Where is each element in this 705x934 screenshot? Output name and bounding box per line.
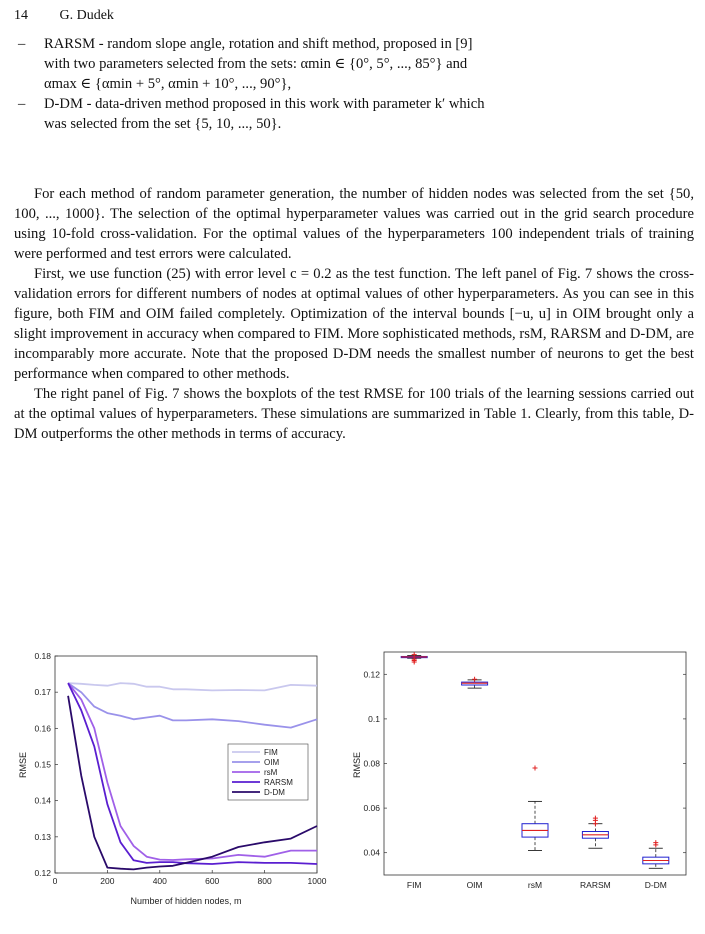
running-author: G. Dudek bbox=[59, 8, 114, 23]
y-tick-label: 0.08 bbox=[363, 758, 380, 769]
bullet-line: was selected from the set {5, 10, ..., 50}. bbox=[44, 116, 282, 132]
y-tick-label: 0.1 bbox=[368, 713, 380, 724]
running-header bbox=[14, 8, 114, 24]
body-text bbox=[14, 184, 694, 444]
y-tick-label: 0.06 bbox=[363, 803, 380, 814]
paragraph: The right panel of Fig. 7 shows the boxplots of the test RMSE for 100 trials of the learning sessions carried out at the optimal values of hyperparameters. These simulations are summarized in Table 1. Clearly, from this table, D-DM outperforms the other methods in terms of accuracy. bbox=[14, 386, 694, 442]
x-tick-label: 800 bbox=[257, 876, 272, 886]
y-tick-label: 0.15 bbox=[34, 759, 51, 770]
bullet-rarsm: – RARSM - random slope angle, rotation and shift method, proposed in [9] with two parameters selected from the sets: αmin ∈ {0°, 5°, ..., 85°} and αmax ∈ {αmin + 5°, αmin + 10°, ..., 90°}, bbox=[14, 34, 694, 94]
bullet-list bbox=[14, 34, 694, 134]
y-tick-label: 0.12 bbox=[34, 868, 51, 878]
legend-label: FIM bbox=[264, 748, 278, 757]
y-tick-label: 0.14 bbox=[34, 795, 51, 806]
x-tick-label: OIM bbox=[466, 880, 483, 890]
rmse-boxplot-chart bbox=[346, 650, 696, 900]
y-tick-label: 0.04 bbox=[363, 847, 380, 858]
y-tick-label: 0.12 bbox=[363, 669, 380, 680]
x-tick-label: 1000 bbox=[307, 876, 327, 886]
bullet-line: D-DM - data-driven method proposed in this work with parameter k′ which bbox=[44, 96, 485, 112]
bullet-line: RARSM - random slope angle, rotation and shift method, proposed in [9] bbox=[44, 36, 473, 52]
x-tick-label: 200 bbox=[100, 876, 115, 886]
y-tick-label: 0.18 bbox=[34, 651, 51, 661]
legend-label: RARSM bbox=[264, 778, 293, 787]
y-axis-label: RMSE bbox=[18, 751, 28, 779]
bullet-line: αmax ∈ {αmin + 5°, αmin + 10°, ..., 90°}, bbox=[44, 76, 292, 92]
legend-label: OIM bbox=[264, 758, 280, 767]
y-tick-label: 0.13 bbox=[34, 831, 51, 842]
plot-area bbox=[384, 652, 686, 875]
page-number: 14 bbox=[14, 8, 28, 23]
x-tick-label: 400 bbox=[152, 876, 167, 886]
x-axis-label: Number of hidden nodes, m bbox=[130, 896, 242, 906]
legend-label: D-DM bbox=[264, 788, 285, 797]
x-tick-label: 0 bbox=[52, 876, 58, 886]
rmse-vs-nodes-chart bbox=[10, 650, 340, 906]
x-tick-label: RARSM bbox=[580, 880, 611, 890]
y-axis-label: RMSE bbox=[352, 751, 362, 779]
x-tick-label: rsM bbox=[527, 880, 543, 890]
x-tick-label: D-DM bbox=[644, 880, 667, 890]
bullet-line: with two parameters selected from the sets: αmin ∈ {0°, 5°, ..., 85°} and bbox=[44, 56, 468, 72]
paragraph: First, we use function (25) with error level c = 0.2 as the test function. The left panel of Fig. 7 shows the cross-validation errors for different numbers of nodes at optimal values of other hyperparameters. As you can see in this figure, both FIM and OIM failed completely. Optimization of the interval bounds [−u, u] in OIM brought only a slight improvement in accuracy when compared to FIM. More sophisticated methods, rsM, RARSM and D-DM, are incomparably more accurate. Note that the proposed D-DM needs the smallest number of neurons to get the best performance when compared to other methods. bbox=[14, 266, 694, 382]
paragraph: For each method of random parameter generation, the number of hidden nodes was selected from the set {50, 100, ..., 1000}. The selection of the optimal hyperparameter values was carried out in the grid search procedure using 10-fold cross-validation. For the optimal values of the hyperparameters 100 independent trials of training were performed and test errors were calculated. bbox=[14, 186, 694, 262]
y-tick-label: 0.16 bbox=[34, 723, 51, 734]
x-tick-label: FIM bbox=[406, 880, 422, 890]
bullet-ddm: – D-DM - data-driven method proposed in this work with parameter k′ which was selected from the set {5, 10, ..., 50}. bbox=[14, 94, 694, 134]
legend-label: rsM bbox=[264, 768, 278, 777]
x-tick-label: 600 bbox=[205, 876, 220, 886]
y-tick-label: 0.17 bbox=[34, 687, 51, 698]
